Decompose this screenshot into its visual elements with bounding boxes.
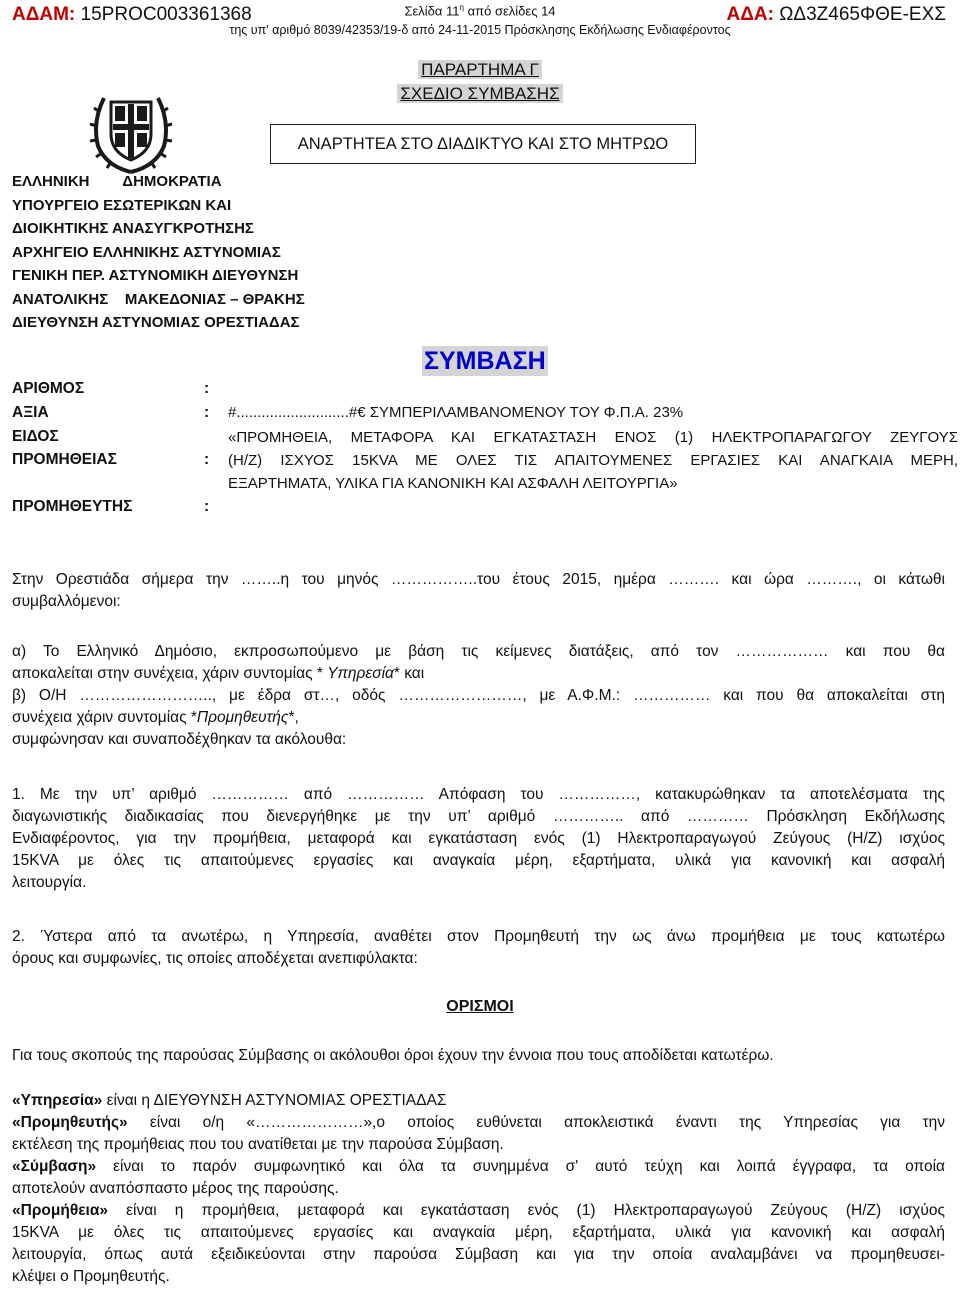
- party-a-line-1: α) Το Ελληνικό Δημόσιο, εκπροσωπούμενο με βάση τις κείμενες διατάξεις, από τον ……………… και που θα: [12, 643, 945, 660]
- header-subtitle: της υπ' αριθμό 8039/42353/19-δ από 24-11-2015 Πρόσκλησης Εκδήλωσης Ενδιαφέροντος: [229, 23, 731, 37]
- annex-line-1: ΠΑΡΑΡΤΗΜΑ Γ: [418, 60, 542, 79]
- clause-1-line: διαγωνιστικής διαδικασίας που διενεργήθηκε με την υπ’ αριθμό ………….. από ………… Πρόσκληση Εκδήλωσης: [12, 808, 945, 825]
- ada-value: ΩΔ3Ζ465ΦΘΕ-ΕΧΣ: [779, 4, 946, 25]
- clause-2: [12, 926, 945, 970]
- definition-text: είναι η ΔΙΕΥΘΥΝΣΗ ΑΣΤΥΝΟΜΙΑΣ ΟΡΕΣΤΙΑΔΑΣ: [102, 1092, 447, 1109]
- issuing-authority: [12, 170, 305, 335]
- party-a-text: αποκαλείται στην συνέχεια, χάριν συντομίας *: [12, 665, 328, 682]
- intro-line-2: συμβαλλόμενοι:: [12, 593, 121, 610]
- page-info-start: Σελίδα 11: [404, 3, 460, 19]
- greek-coat-of-arms-icon: [84, 82, 178, 176]
- definition-service: [12, 1090, 945, 1112]
- definition-supplier-cont: εκτέλεση της προμήθειας που του ανατίθεται με την παρούσα Σύμβαση.: [12, 1136, 504, 1153]
- type-colon: :: [204, 451, 210, 468]
- party-b-line-1: β) Ο/Η …………………….., με έδρα στ…, οδός ……………………, με Α.Φ.Μ.: …………… και που θα αποκαλείται στη: [12, 687, 945, 704]
- definition-supplier: [12, 1112, 945, 1134]
- definitions-heading: ΟΡΙΣΜΟΙ: [446, 998, 514, 1015]
- supplier-label: ΠΡΟΜΗΘΕΥΤΗΣ: [12, 498, 133, 515]
- definitions-intro: Για τους σκοπούς της παρούσας Σύμβασης οι ακόλουθοι όροι έχουν την έννοια που τους αποδίδεται κατωτέρω.: [12, 1047, 774, 1064]
- party-b-end: *,: [288, 709, 299, 726]
- type-label: ΕΙΔΟΣ: [12, 428, 59, 445]
- definition-text: είναι η προμήθεια, μεταφορά και εγκατάσταση ενός (1) Ηλεκτροπαραγωγού Ζεύγους (Η/Ζ) ισχύος: [108, 1202, 945, 1219]
- definition-term: «Σύμβαση»: [12, 1158, 97, 1175]
- authority-line: ΕΛΛΗΝΙΚΗ ΔΗΜΟΚΡΑΤΙΑ: [12, 173, 222, 190]
- type-line-3: ΕΞΑΡΤΗΜΑΤΑ, ΥΛΙΚΑ ΓΙΑ ΚΑΝΟΝΙΚΗ ΚΑΙ ΑΣΦΑΛΗ ΛΕΙΤΟΥΡΓΙΑ»: [228, 475, 678, 492]
- type-label-2: ΠΡΟΜΗΘΕΙΑΣ: [12, 451, 117, 468]
- number-colon: :: [204, 380, 210, 397]
- definition-text: είναι το παρόν συμφωνητικό και όλα τα συνημμένα σ' αυτό τεύχη και λοιπά έγγραφα, τα οποία: [96, 1158, 945, 1175]
- ada-dam-value: 15PROC003361368: [80, 4, 252, 25]
- publication-notice-box: ΑΝΑΡΤΗΤΕΑ ΣΤΟ ΔΙΑΔΙΚΤΥΟ ΚΑΙ ΣΤΟ ΜΗΤΡΩΟ: [270, 124, 696, 164]
- party-b-line-2: [12, 707, 945, 729]
- value-text: #...........................#€ ΣΥΜΠΕΡΙΛΑΜΒΑΝΟΜΕΝΟΥ ΤΟΥ Φ.Π.Α. 23%: [228, 404, 684, 421]
- agreement-line: συμφώνησαν και συναποδέχθηκαν τα ακόλουθα:: [12, 731, 347, 748]
- clause-2-line: 2. Ύστερα από τα ανωτέρω, η Υπηρεσία, αναθέτει στον Προμηθευτή την ως άνω προμήθεια με τους κατωτέρω: [12, 928, 945, 945]
- party-b-term: Προμηθευτής: [196, 709, 289, 726]
- annex-line-2: ΣΧΕΔΙΟ ΣΥΜΒΑΣΗΣ: [397, 84, 562, 103]
- definitions-list: [12, 1090, 945, 1288]
- clause-1-line: 15KVA με όλες τις απαιτούμενες εργασίες και αναγκαία μέρη, εξαρτήματα, υλικά για κανονική και ασφαλή: [12, 852, 945, 869]
- party-a-term: Υπηρεσία: [327, 665, 394, 682]
- contract-title: ΣΥΜΒΑΣΗ: [424, 347, 546, 375]
- definition-supply-cont: κλέψει ο Προμηθευτής.: [12, 1268, 170, 1285]
- definition-contract: [12, 1156, 945, 1178]
- clause-1-line: Ενδιαφέροντος, για την προμήθεια, μεταφορά και εγκατάσταση ενός (1) Ηλεκτροπαραγωγού Ζεύγους (Η/Ζ) ισχύος: [12, 830, 945, 847]
- authority-line: ΥΠΟΥΡΓΕΙΟ ΕΣΩΤΕΡΙΚΩΝ ΚΑΙ: [12, 196, 232, 214]
- party-b-text: συνέχεια χάριν συντομίας *: [12, 709, 197, 726]
- ada-label: ΑΔΑ:: [726, 4, 774, 25]
- party-a-line-2: [12, 663, 945, 685]
- value-colon: :: [204, 404, 210, 421]
- ada-dam-label: ΑΔΑΜ:: [12, 4, 76, 25]
- definition-supply-cont: 15KVA με όλες τις απαιτούμενες εργασίες και αναγκαία μέρη, εξαρτήματα, υλικά για κανονική και ασφαλή: [12, 1224, 945, 1241]
- authority-line: ΔΙΕΥΘΥΝΣΗ ΑΣΤΥΝΟΜΙΑΣ ΟΡΕΣΤΙΑΔΑΣ: [12, 314, 300, 331]
- definition-supply-cont: λειτουργία, όπως αυτά εξειδικεύονται στην παρούσα Σύμβαση και για την οποία αναλαμβάνει να προμηθευσει-: [12, 1246, 945, 1263]
- intro-paragraph: [12, 569, 945, 613]
- definition-term: «Προμήθεια»: [12, 1202, 109, 1219]
- number-label: ΑΡΙΘΜΟΣ: [12, 380, 85, 397]
- definition-term: «Προμηθευτής»: [12, 1114, 128, 1131]
- supplier-colon: :: [204, 498, 210, 515]
- clause-2-line: όρους και συμφωνίες, τις οποίες αποδέχεται ανεπιφύλακτα:: [12, 950, 418, 967]
- definition-text: είναι ο/η «…………………»,ο οποίος ευθύνεται αποκλειστικά έναντι της Υπηρεσίας για την: [127, 1114, 945, 1131]
- clause-1-line: 1. Με την υπ’ αριθμό …………… από …………… Απόφαση του ……………, κατακυρώθηκαν τα αποτελέσματα της: [12, 786, 945, 803]
- authority-line: ΑΝΑΤΟΛΙΚΗΣ ΜΑΚΕΔΟΝΙΑΣ – ΘΡΑΚΗΣ: [12, 290, 305, 308]
- authority-line: ΔΙΟΙΚΗΤΙΚΗΣ ΑΝΑΣΥΓΚΡΟΤΗΣΗΣ: [12, 220, 254, 237]
- type-description: [228, 426, 958, 495]
- type-line-1: «ΠΡΟΜΗΘΕΙΑ, ΜΕΤΑΦΟΡΑ ΚΑΙ ΕΓΚΑΤΑΣΤΑΣΗ ΕΝΟΣ (1) ΗΛΕΚΤΡΟΠΑΡΑΓΩΓΟΥ ΖΕΥΓΟΥΣ: [228, 429, 958, 446]
- definition-supply: [12, 1200, 945, 1222]
- intro-line-1: Στην Ορεστιάδα σήμερα την ……..η του μηνός ……………..του έτους 2015, ημέρα ………. και ώρα ………., οι κάτωθι: [12, 571, 945, 588]
- party-a-end: * και: [393, 665, 425, 682]
- clause-1: [12, 784, 945, 894]
- authority-line: ΑΡΧΗΓΕΙΟ ΕΛΛΗΝΙΚΗΣ ΑΣΤΥΝΟΜΙΑΣ: [12, 243, 281, 261]
- definition-term: «Υπηρεσία»: [12, 1092, 103, 1109]
- authority-line: ΓΕΝΙΚΗ ΠΕΡ. ΑΣΤΥΝΟΜΙΚΗ ΔΙΕΥΘΥΝΣΗ: [12, 267, 299, 284]
- clause-1-line: λειτουργία.: [12, 874, 87, 891]
- definition-contract-cont: αποτελούν αναπόσπαστο μέρος της παρούσης.: [12, 1180, 339, 1197]
- value-label: ΑΞΙΑ: [12, 404, 49, 421]
- ada-header: [726, 4, 946, 26]
- page-info-end: από σελίδες 14: [467, 3, 556, 19]
- page-info-sup: η: [459, 3, 464, 12]
- parties-paragraph: [12, 641, 945, 751]
- type-line-2: (Η/Ζ) ΙΣΧΥΟΣ 15KVA ΜΕ ΟΛΕΣ ΤΙΣ ΑΠΑΙΤΟΥΜΕΝΕΣ ΕΡΓΑΣΙΕΣ ΚΑΙ ΑΝΑΓΚΑΙΑ ΜΕΡΗ,: [228, 452, 958, 469]
